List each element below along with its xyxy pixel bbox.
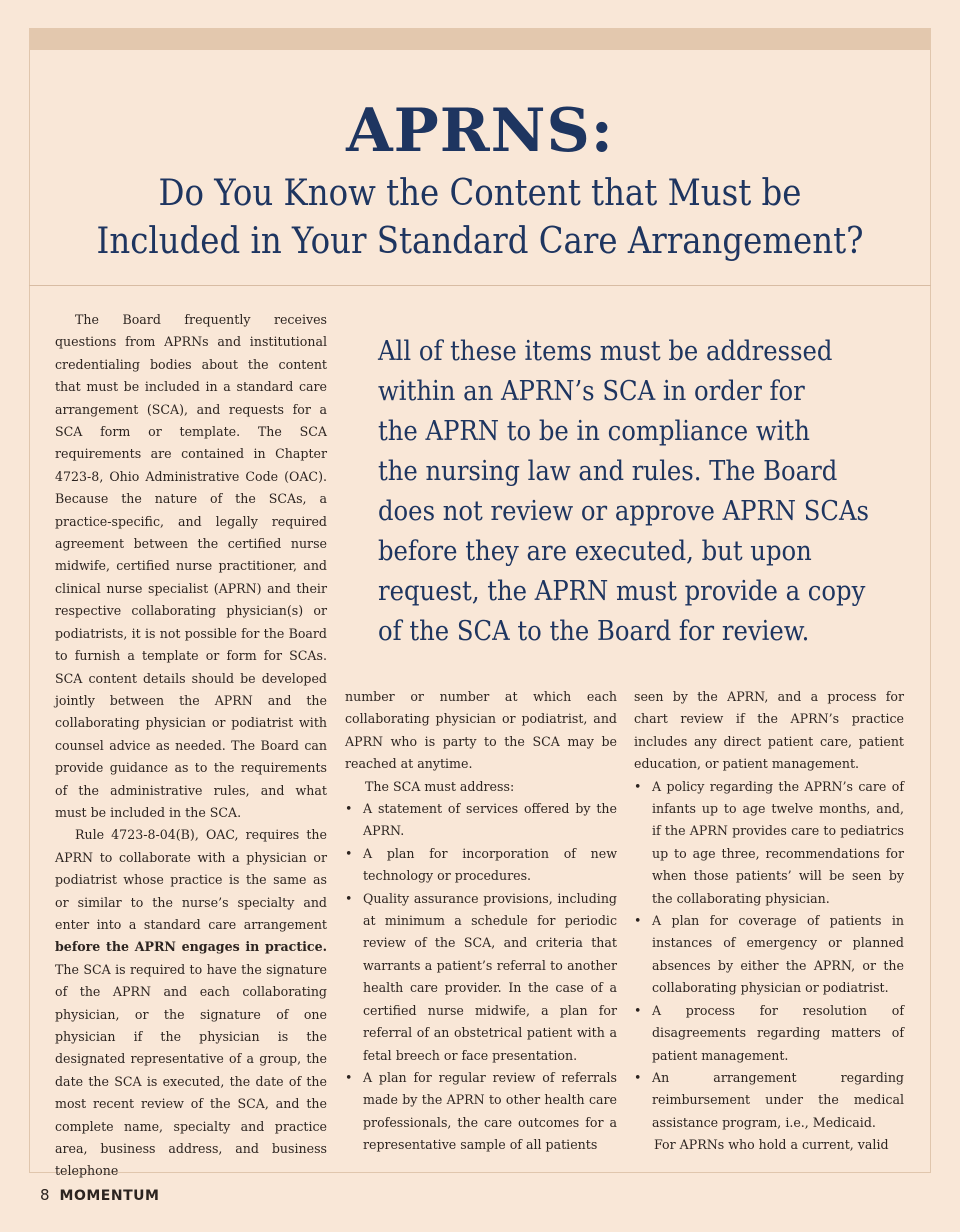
page-number: 8 xyxy=(40,1186,50,1204)
column-3-tail: For APRNs who hold a current, valid xyxy=(654,1137,889,1153)
list-item xyxy=(634,1067,904,1134)
list-item-text: A plan for regular review of referrals made by the APRN to other health care professionals, the care outcomes for a representative sample of all patients xyxy=(363,1069,617,1153)
bullet-icon: • xyxy=(634,913,642,929)
bullet-icon: • xyxy=(634,778,642,794)
pull-quote-line: before they are executed, but upon xyxy=(378,536,812,567)
list-item xyxy=(634,1000,904,1067)
list-item xyxy=(345,843,617,888)
page-footer xyxy=(40,1186,159,1204)
column-1 xyxy=(55,309,327,1183)
pull-quote-line: the nursing law and rules. The Board xyxy=(378,456,838,487)
column-2-continuation: number or number at which each collaborating physician or podiatrist, and APRN who is party to the SCA may be reached at anytime. xyxy=(345,689,617,772)
list-item xyxy=(345,798,617,843)
list-item-text: An arrangement regarding reimbursement under the medical assistance program, i.e., Medicaid. xyxy=(652,1069,904,1130)
article-subtitle xyxy=(84,170,876,266)
sca-intro: The SCA must address: xyxy=(365,778,515,794)
column-3-continuation: seen by the APRN, and a process for chart review if the APRN’s practice includes any direct patient care, patient education, or patient management. xyxy=(634,689,904,772)
article-title: APRNS: xyxy=(346,96,614,166)
p2-end: The SCA is required to have the signature of the APRN and each collaborating physician, or the signature of one physician if the physician is the designated representative of a group, the date the SCA is executed, the date of the most recent review of the SCA, and the complete name, specialty and practice area, business address, and business telephone xyxy=(55,961,327,1179)
list-item xyxy=(634,910,904,1000)
bullet-icon: • xyxy=(634,1002,642,1018)
list-item-text: A plan for coverage of patients in instances of emergency or planned absences by either the APRN, or the collaborating physician or podiatrist. xyxy=(652,913,904,996)
subtitle-line-1: Do You Know the Content that Must be xyxy=(158,173,802,214)
column-1-paragraph-2 xyxy=(55,824,327,1183)
pull-quote-line: of the SCA to the Board for review. xyxy=(378,616,810,647)
bullet-icon: • xyxy=(345,845,353,861)
pull-quote-line: within an APRN’s SCA in order for xyxy=(378,376,805,407)
list-item-text: A process for resolution of disagreements regarding matters of patient management. xyxy=(652,1002,904,1063)
pull-quote-line: does not review or approve APRN SCAs xyxy=(378,496,870,527)
list-item xyxy=(634,776,904,910)
magazine-name: MOMENTUM xyxy=(59,1188,160,1204)
p2-bold: before the APRN engages in practice. xyxy=(55,939,327,955)
list-item xyxy=(345,888,617,1067)
column-1-paragraph-1: The Board frequently receives questions from APRNs and institutional credentialing bodies about the content that must be included in a standard care arrangement (SCA), and requests for a SCA form or template. The SCA requirements are contained in Chapter 4723-8, Ohio Administrative Code (OAC). Because the nature of the SCAs, a practice-specific, and legally required agreement between the certified nurse midwife, certified nurse practitioner, and clinical nurse specialist (APRN) and their respective collaborating physician(s) or podiatrists, it is not possible for the Board to furnish a template or form for SCAs. SCA content details should be developed jointly between the APRN and the collaborating physician or podiatrist with counsel advice as needed. The Board can provide guidance as to the requirements of the administrative rules, and what must be included in the SCA. xyxy=(55,312,327,820)
top-color-band xyxy=(29,28,931,50)
pull-quote-line: All of these items must be addressed xyxy=(378,336,833,367)
pull-quote xyxy=(378,332,882,652)
column-3 xyxy=(634,686,904,1157)
bullet-icon: • xyxy=(345,1069,353,1085)
pull-quote-line: the APRN to be in compliance with xyxy=(378,416,810,447)
list-item-text: Quality assurance provisions, including at minimum a schedule for periodic review of the SCA, and criteria that warrants a patient’s referral to another health care provider. In the case of a certified nurse midwife, a plan for referral of an obstetrical patient with a fetal breech or face presentation. xyxy=(363,890,617,1063)
list-item-text: A statement of services offered by the APRN. xyxy=(363,801,617,839)
bullet-icon: • xyxy=(634,1069,642,1085)
subtitle-line-2: Included in Your Standard Care Arrangement? xyxy=(96,221,864,262)
list-item xyxy=(345,1067,617,1157)
pull-quote-line: request, the APRN must provide a copy xyxy=(378,576,866,607)
bullet-icon: • xyxy=(345,801,353,817)
p2-start: Rule 4723-8-04(B), OAC, requires the APRN to collaborate with a physician or podiatrist whose practice is the same as or similar to the nurse’s specialty and enter into a standard care arrangement xyxy=(55,827,327,932)
bullet-icon: • xyxy=(345,890,353,906)
list-item-text: A policy regarding the APRN’s care of infants up to age twelve months, and, if the APRN provides care to pediatrics up to age three, recommendations for when those patients’ will be seen by the collaborating physician. xyxy=(652,778,904,906)
header-divider xyxy=(29,285,931,286)
column-2 xyxy=(345,686,617,1157)
list-item-text: A plan for incorporation of new technology or procedures. xyxy=(363,845,617,884)
